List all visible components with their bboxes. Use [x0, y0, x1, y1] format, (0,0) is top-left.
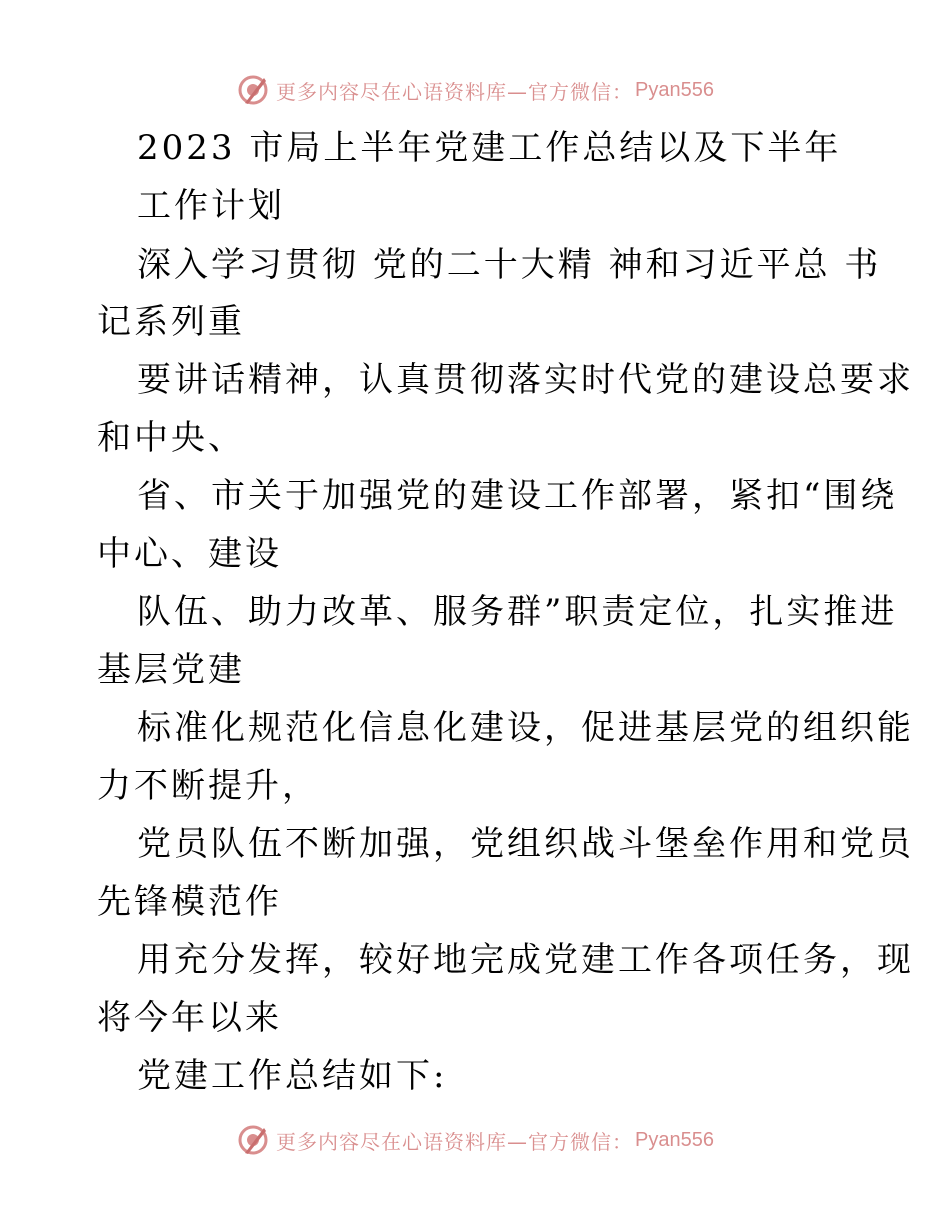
paragraph-line: 省、市关于加强党的建设工作部署，紧扣“围绕	[137, 476, 898, 516]
paragraph-line: 记系列重	[97, 302, 245, 342]
paragraph-line: 力不断提升，	[97, 766, 319, 806]
paragraph-line: 先锋模范作	[97, 882, 282, 922]
footer-watermark	[0, 1122, 950, 1158]
watermark-wechat-id: Pyan556	[635, 1128, 714, 1151]
paragraph-line: 和中央、	[97, 418, 245, 458]
paragraph-line: 中心、建设	[97, 534, 282, 574]
doc-title-line-1: 2023 市局上半年党建工作总结以及下半年	[137, 128, 842, 168]
quill-seal-icon	[236, 1123, 270, 1157]
paragraph-line: 将今年以来	[97, 998, 282, 1038]
watermark-wechat-id: Pyan556	[635, 78, 714, 101]
watermark-text: 更多内容尽在心语资料库—官方微信：	[276, 79, 634, 104]
paragraph-line: 党员队伍不断加强，党组织战斗堡垒作用和党员	[137, 824, 914, 864]
watermark-text: 更多内容尽在心语资料库—官方微信：	[276, 1129, 634, 1154]
doc-title-line-2: 工作计划	[137, 186, 285, 226]
paragraph-line: 基层党建	[97, 650, 245, 690]
paragraph-line: 队伍、助力改革、服务群”职责定位，扎实推进	[137, 592, 898, 632]
paragraph-line: 要讲话精神，认真贯彻落实时代党的建设总要求	[137, 360, 914, 400]
paragraph-line: 党建工作总结如下:	[137, 1056, 448, 1096]
paragraph-line: 深入学习贯彻 党的二十大精 神和习近平总 书	[137, 245, 882, 285]
paragraph-line: 标准化规范化信息化建设，促进基层党的组织能	[137, 708, 914, 748]
paragraph-line: 用充分发挥，较好地完成党建工作各项任务，现	[137, 940, 914, 980]
